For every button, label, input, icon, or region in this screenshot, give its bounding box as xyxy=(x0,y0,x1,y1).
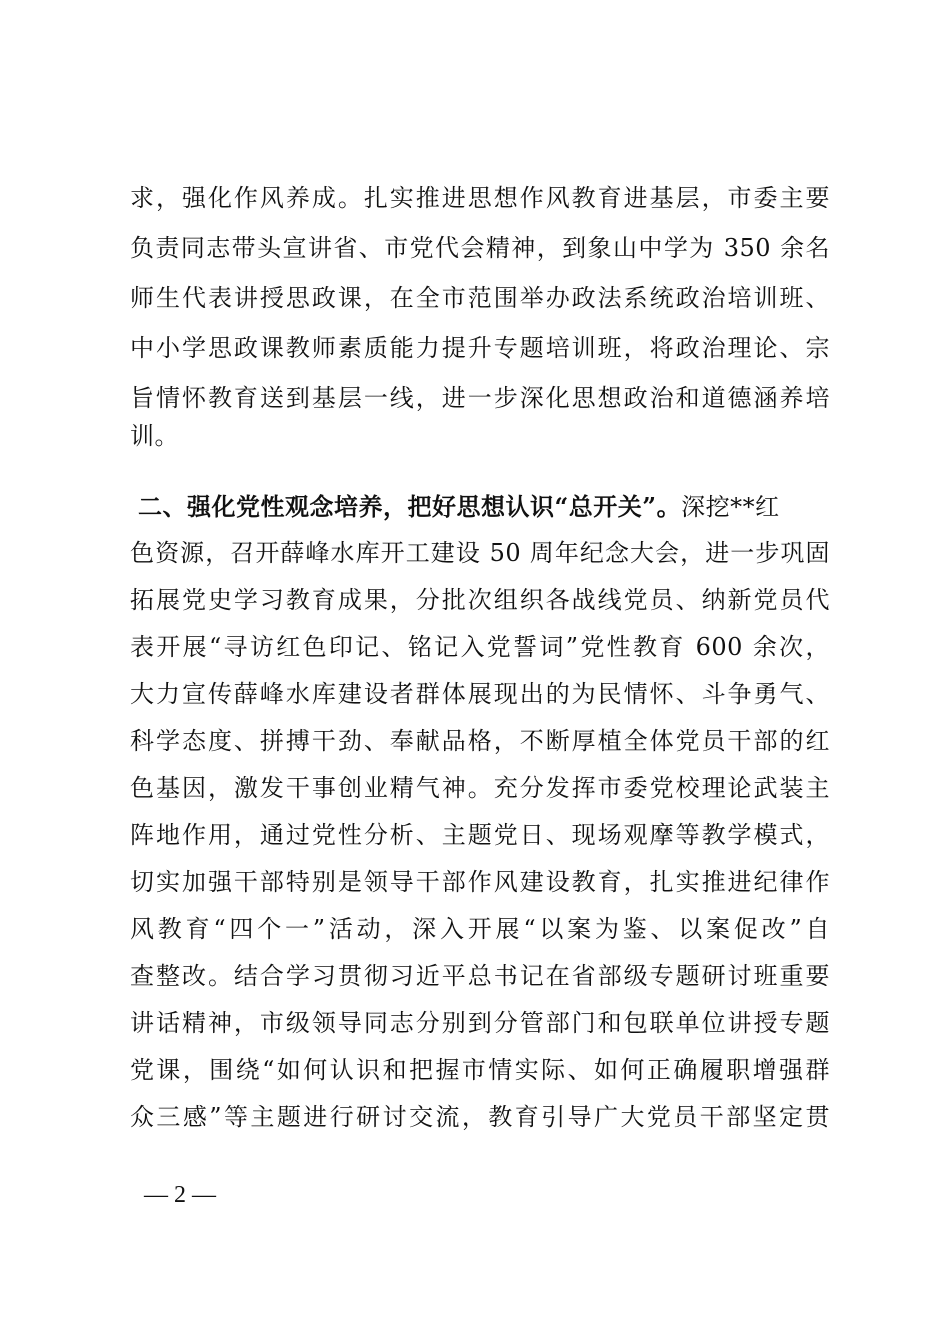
paragraph-2-line-14: 众三感”等主题进行研讨交流，教育引导广大党员干部坚定贯 xyxy=(130,1103,830,1131)
paragraph-2-line-11: 查整改。结合学习贯彻习近平总书记在省部级专题研讨班重要 xyxy=(130,962,830,990)
paragraph-1-line-1: 求，强化作风养成。扎实推进思想作风教育进基层，市委主要 xyxy=(130,184,830,212)
paragraph-2-line-3: 拓展党史学习教育成果，分批次组织各战线党员、纳新党员代 xyxy=(130,586,830,614)
paragraph-1-line-5: 旨情怀教育送到基层一线，进一步深化思想政治和道德涵养培 xyxy=(130,384,830,412)
paragraph-1-line-2: 负责同志带头宣讲省、市党代会精神，到象山中学为 350 余名 xyxy=(130,234,830,262)
paragraph-2-line-1-rest: 深挖**红 xyxy=(681,493,780,521)
paragraph-1-line-3: 师生代表讲授思政课，在全市范围举办政法系统政治培训班、 xyxy=(130,284,830,312)
paragraph-2-line-5: 大力宣传薛峰水库建设者群体展现出的为民情怀、斗争勇气、 xyxy=(130,680,830,708)
page-number: — 2 — xyxy=(144,1182,216,1208)
paragraph-2-line-4: 表开展“寻访红色印记、铭记入党誓词”党性教育 600 余次， xyxy=(130,633,830,661)
paragraph-2-line-2: 色资源，召开薛峰水库开工建设 50 周年纪念大会，进一步巩固 xyxy=(130,539,830,567)
paragraph-1-line-4: 中小学思政课教师素质能力提升专题培训班，将政治理论、宗 xyxy=(130,334,830,362)
paragraph-2-line-8: 阵地作用，通过党性分析、主题党日、现场观摩等教学模式， xyxy=(130,821,830,849)
paragraph-2-line-13: 党课，围绕“如何认识和把握市情实际、如何正确履职增强群 xyxy=(130,1056,830,1084)
paragraph-1-line-6: 训。 xyxy=(130,422,179,450)
paragraph-2-line-1 xyxy=(138,492,830,522)
paragraph-2-line-10: 风教育“四个一”活动，深入开展“以案为鉴、以案促改”自 xyxy=(130,915,830,943)
paragraph-2-line-9: 切实加强干部特别是领导干部作风建设教育，扎实推进纪律作 xyxy=(130,868,830,896)
section-heading: 二、强化党性观念培养，把好思想认识“总开关”。 xyxy=(138,492,682,521)
paragraph-2-line-7: 色基因，激发干事创业精气神。充分发挥市委党校理论武装主 xyxy=(130,774,830,802)
paragraph-2-line-6: 科学态度、拼搏干劲、奉献品格，不断厚植全体党员干部的红 xyxy=(130,727,830,755)
paragraph-2-line-12: 讲话精神，市级领导同志分别到分管部门和包联单位讲授专题 xyxy=(130,1009,830,1037)
